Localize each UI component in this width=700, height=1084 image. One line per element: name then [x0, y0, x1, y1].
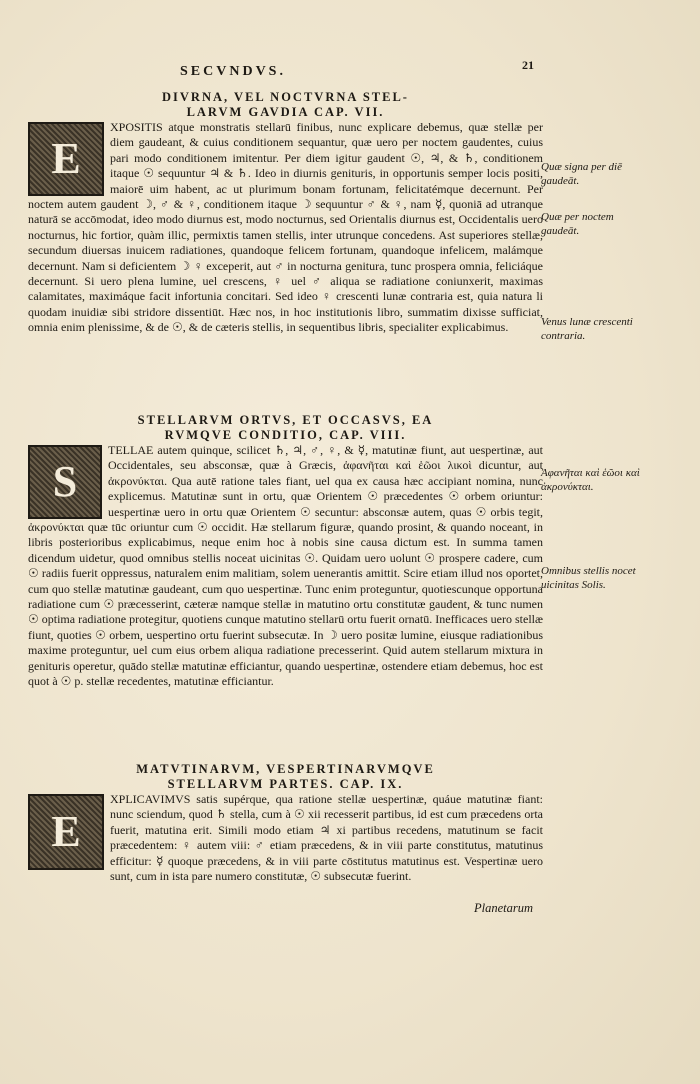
margin-note: Quæ signa per diē gaudeāt.: [541, 161, 622, 187]
margin-note: Quæ per noctem gaudeāt.: [541, 211, 614, 237]
decorated-initial: E: [28, 794, 104, 870]
section-7: [28, 90, 543, 336]
catchword: Planetarum: [474, 901, 534, 915]
heading-line: LARVM GAVDIA CAP. VII.: [186, 105, 385, 119]
heading-line: STELLARVM PARTES. CAP. IX.: [167, 777, 404, 791]
section-9: [28, 762, 543, 884]
heading-line: STELLARVM ORTVS, ET OCCASVS, EA: [137, 413, 434, 427]
section-text: XPOSITIS atque monstratis stellarū finibus, nunc explicare debemus, quæ stellæ per diem gaudeant, & cuius conditionem sequantur, quæ uero per noctem gaudentes, cuius pari modo conditionem imitentur. Per diem igitur gaudent ☉, ♃, & ♄, conditionem itaque ☉ sequuntur ♃ & ♄. Ideo in diurnis genituris, in opportunis semper locis positi, maiorē uim habent, ac ut plurimum bonam fortunam, felicitatémque decernunt. Per noctem autem gaudent ☽, ♂ & ♀, conditionem itaque ☽ sequuntur ♂ & ♀, nam ☿, quoniā ad utranque naturā se accōmodat, ideo modo diurnus est, modo nocturnus, sed Orientalis diurnus est, Occidentalis uero nocturnus, hic fortior, quàm illic, permixtis tamen stellis, inter utrunque concedens. Ast superiores stellæ, secundum diuersas inuicem radiationes, quandoque felicem fortunam, quandoque infelicem, malámque decernunt. Nam si deficientem ☽ ♀ exceperit, aut ♂ in nocturna genitura, tunc prospera omnia, feliciáque decernunt. Si uero plena lumine, uel crescens, ♀ uel ♂ aliqua se radiatione coniunxerit, maximas calamitates, maximáque facit infortunia concitari. Sed ideo ♀ crescenti lunæ contraria est, quia natura li quodam inuidiæ sibi stridore dissentiūt. Hæc nos, in hoc institutionis libro, summatim dixisse sufficiat, omnia enim plenissime, & de ☉, & de cæteris stellis, in sequentibus libris, specialiter explicabimus.: [28, 120, 543, 335]
heading-line: MATVTINARVM, VESPERTINARVMQVE: [136, 762, 435, 776]
section-heading: [28, 762, 543, 792]
margin-note: Ἀφανῆται καὶ ἑῶοι καὶ ἀκρονύκται.: [541, 467, 640, 493]
margin-note: Venus lunæ crescenti contraria.: [541, 316, 633, 342]
section-8: [28, 413, 543, 690]
heading-line: RVMQVE CONDITIO, CAP. VIII.: [164, 428, 407, 442]
section-text: XPLICAVIMVS satis supérque, qua ratione stellæ uespertinæ, quáue matutinæ fiant: nunc sciendum, quod ♄ stella, cum à ☉ xii recesserit partibus, id est cum præcedens orta fuerit, matutina erit. Simili modo etiam ♃ xi partibus recedens, matutinum se facit præcedentem: ♀ autem viii: ♂ etiam præcedens, & in viii parte constitutus, matutinus efficitur: ☿ quoque præcedens, & in viii parte cōstitutus matutinus est. Vespertinæ uero sunt, cum in ista pare numero constitutæ, ☉ subsecutæ fuerint.: [110, 792, 543, 884]
heading-line: DIVRNA, VEL NOCTVRNA STEL-: [162, 90, 409, 104]
section-heading: [28, 90, 543, 120]
decorated-initial: E: [28, 122, 104, 196]
folio-number: 21: [522, 58, 534, 72]
decorated-initial: S: [28, 445, 102, 519]
section-text: TELLAE autem quinque, scilicet ♄, ♃, ♂, ♀, & ☿, matutinæ fiunt, aut uespertinæ, aut Occidentales, seu absconsæ, quæ à Græcis, ἀφανῆται καὶ ἑῶοι λικοὶ dicuntur, aut ἀκρονύκται. Qua autē ratione tales fiant, uel qua ex causa hæc accipiant nomina, nunc explicemus. Matutinæ sunt in ortu, quæ Orientem ☉ præcedentes ☉ orbem oriuntur: uespertinæ uero in ortu quæ Orientem ☉ secuntur: absconsæ autem, quas ☉ orbis tegit, ἀκρονύκται quæ tūc oriuntur cum ☉ occidit. Hæ stellarum figuræ, quando prosint, & quando noceant, in libris posterioribus explicabimus, neque enim hoc à nobis sine causa dictum est. In summa tamen dicendum uidetur, quod omnibus stellis noceat uicinitas ☉. Quidam uero uolunt ☉ prospere cadere, cum ☉ radiis fuerit oppressus, naturalem enim malitiam, solem uenerantis amittit. Scire etiam illud nos oportet, cum quo stellæ matutinæ gaudeant, cum quo uespertinæ. Tunc enim proteguntur, quotiescunque opportuna radiatione cum ☉ præcesserint, cæteræ namque stellæ in matutino ortu constitutæ gaudent, & tunc numen ☉ optima radiatione protegitur, quotiens cunque matutino stellarū ortu fuerit ornatū. Inefficaces uero stellæ fiunt, quoties ☉ orbem, uespertino ortu fuerint subsecutæ. In ☽ uero positæ lumine, eiusque radiationibus maxime proteguntur, uel cum eius orbem aliqua radiatione precesserint. Quid autem stellarum mixtura in genituris operetur, quādo stellæ matutinæ efficiantur, quando uespertinæ, ostendere etiam debemus, hoc est quot à ☉ p. stellæ recedentes, matutinæ efficiantur.: [28, 443, 543, 689]
section-heading: [28, 413, 543, 443]
margin-note: Omnibus stellis nocet uicinitas Solis.: [541, 565, 636, 591]
running-head: SECVNDVS.: [180, 64, 286, 79]
